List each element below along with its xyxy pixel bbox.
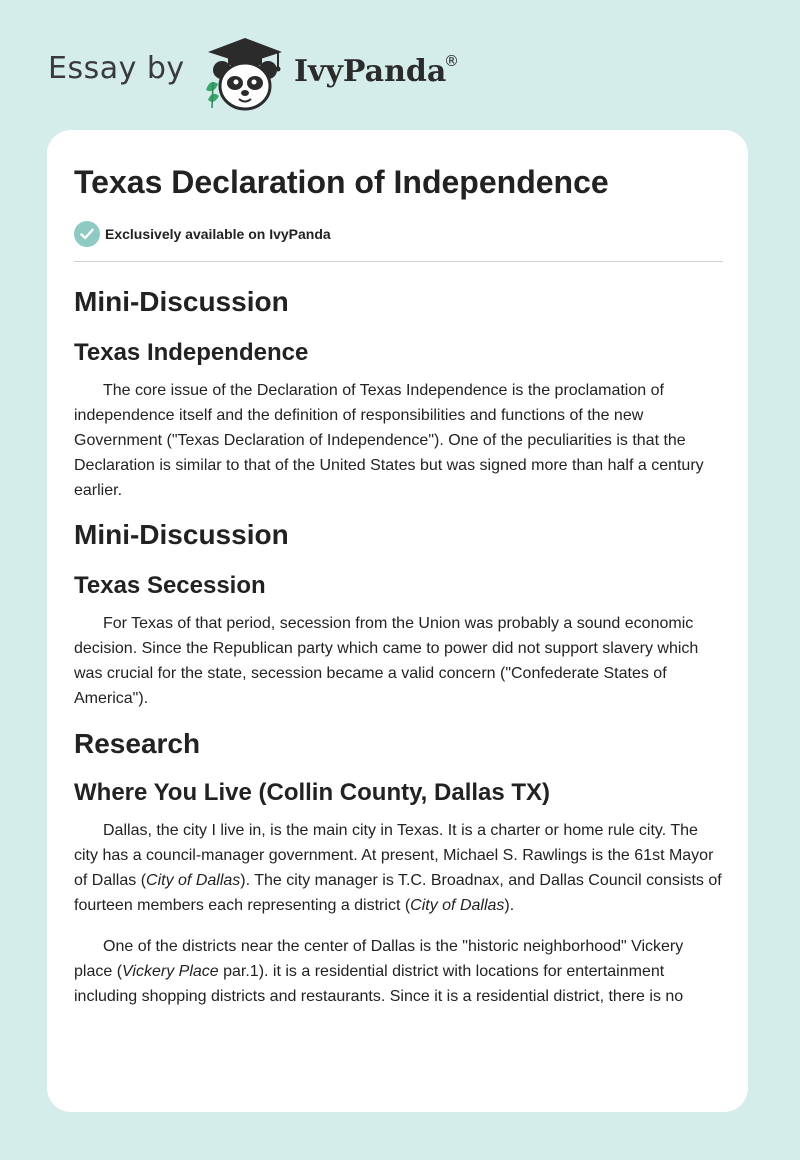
panda-logo-icon bbox=[202, 34, 288, 114]
section-subheading: Where You Live (Collin County, Dallas TX) bbox=[74, 779, 551, 806]
citation: City of Dallas bbox=[410, 897, 505, 914]
paragraph: Dallas, the city I live in, is the main city in Texas. It is a charter or home rule city. The city has a council-manager government. At present, Michael S. Rawlings is the 61st Mayor of Dallas (City of Dallas). The city manager is T.C. Broadnax, and Dallas Council consists of fourteen members each representing a district (City of Dallas). bbox=[74, 822, 722, 914]
section-heading: Research bbox=[74, 728, 201, 759]
brand-name[interactable]: IvyPanda bbox=[294, 54, 447, 89]
paragraph: One of the districts near the center of Dallas is the "historic neighborhood" Vickery place (Vickery Place par.1). it is a residential district with locations for entertainment including shopping districts and restaurants. Since it is a residential district, there is no bbox=[74, 938, 684, 1005]
brand-prefix: Essay by bbox=[48, 51, 185, 86]
registered-mark: ® bbox=[444, 52, 459, 70]
section-subheading: Texas Secession bbox=[74, 572, 266, 599]
article-body bbox=[74, 284, 723, 1009]
citation: City of Dallas bbox=[146, 872, 241, 889]
divider bbox=[74, 261, 723, 262]
section-heading: Mini-Discussion bbox=[74, 286, 289, 317]
essay-card bbox=[47, 130, 748, 1112]
exclusive-badge bbox=[74, 221, 331, 247]
citation: Vickery Place bbox=[122, 963, 219, 980]
page-title: Texas Declaration of Independence bbox=[74, 164, 609, 200]
check-circle-icon bbox=[74, 221, 100, 247]
paragraph: The core issue of the Declaration of Texas Independence is the proclamation of independence itself and the definition of responsibilities and functions of the new Government ("Texas Declaration of Independence"). One of the peculiarities is that the Declaration is similar to that of the United States but was signed more than half a century earlier. bbox=[74, 382, 704, 499]
exclusive-label: Exclusively available on IvyPanda bbox=[105, 226, 331, 242]
paragraph: For Texas of that period, secession from the Union was probably a sound economic decision. Since the Republican party which came to power did not support slavery which was crucial for the state, secession became a valid concern ("Confederate States of America"). bbox=[74, 615, 699, 707]
section-subheading: Texas Independence bbox=[74, 339, 309, 366]
section-heading: Mini-Discussion bbox=[74, 519, 289, 550]
brand-header bbox=[48, 34, 468, 114]
